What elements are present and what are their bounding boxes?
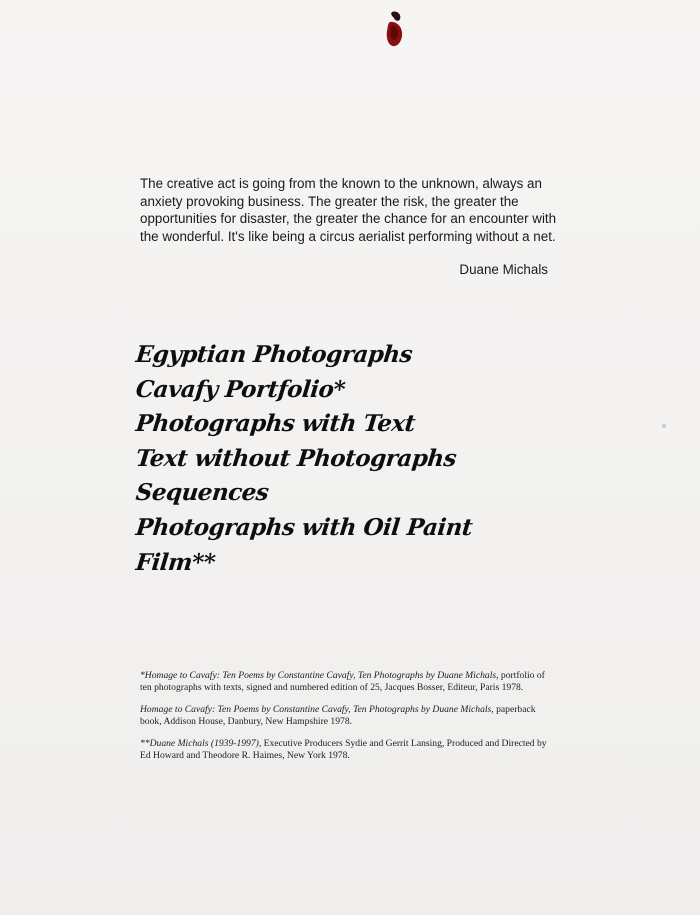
works-list [134,338,474,580]
ink-stain [382,10,408,50]
footnote-title: Homage to Cavafy: Ten Poems by Constantine Cavafy, Ten Photographs by Duane Michals, [140,703,494,715]
works-item-egyptian-photographs: Egyptian Photographs [134,341,414,368]
footnote [140,670,556,695]
quote-attribution: Duane Michals [459,262,548,277]
works-item-photographs-with-oil-paint: Photographs with Oil Paint [134,513,474,541]
paper-speck [662,424,666,428]
works-item-text-without-photographs: Text without Photographs [134,444,458,472]
footnote [140,704,556,729]
footnote-body: Executive Producers Sydie and Gerrit Lansing, Produced and Directed by Ed Howard and Theodore R. Haimes, New York 1978. [140,737,547,762]
works-item-photographs-with-text: Photographs with Text [134,410,417,438]
footnote [140,738,556,763]
footnote-body: portfolio of ten photographs with texts, signed and numbered edition of 25, Jacques Bosser, Editeur, Paris 1978. [140,670,545,694]
works-item-film: Film** [134,548,217,576]
footnote-body: paperback book, Addison House, Danbury, New Hampshire 1978. [140,703,536,728]
footnote-title: *Homage to Cavafy: Ten Poems by Constantine Cavafy, Ten Photographs by Duane Michals, [140,670,499,681]
works-item-cavafy-portfolio: Cavafy Portfolio* [134,375,347,403]
works-item-sequences: Sequences [134,479,270,507]
footnotes [140,670,556,771]
footnote-title: **Duane Michals (1939-1997), [140,737,262,749]
quote-text: The creative act is going from the known to the unknown, always an anxiety provoking business. The greater the risk, the greater the opportunities for disaster, the greater the chance for an encounter with the wonderful. It's like being a circus aerialist performing without a net. [140,176,557,244]
